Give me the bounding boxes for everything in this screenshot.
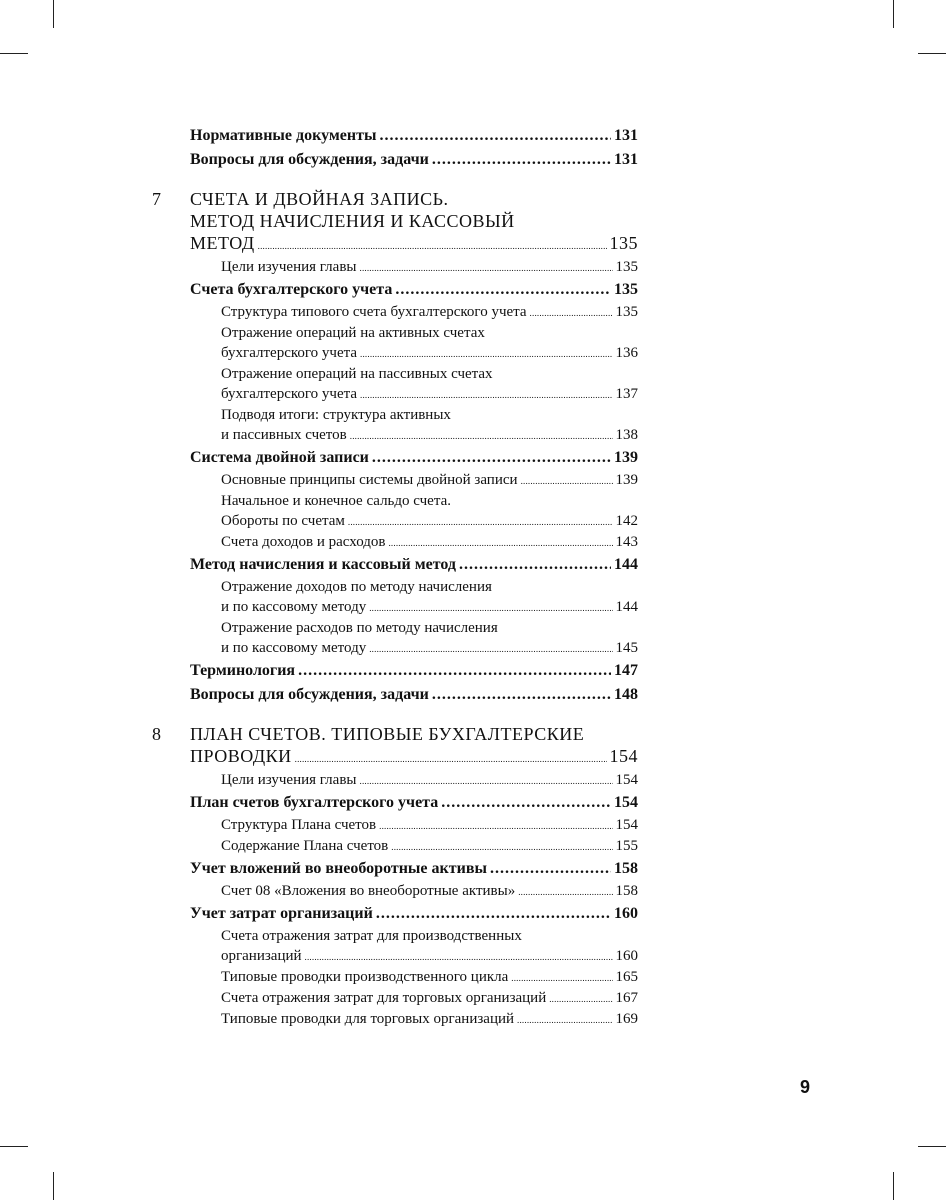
toc-subentry-line: Отражение операций на пассивных счетах <box>221 366 493 382</box>
page-ref: 135 <box>609 233 638 253</box>
page-ref: 165 <box>615 969 638 985</box>
page-ref: 136 <box>615 345 638 361</box>
toc-subentry[interactable]: организаций ..... 160 <box>190 946 638 967</box>
toc-section-entry[interactable]: Учет затрат организаций ..... 160 <box>190 902 638 926</box>
crop-mark <box>918 53 946 54</box>
crop-mark <box>893 0 894 28</box>
toc-section-entry[interactable]: Терминология ..... 147 <box>190 659 638 683</box>
page-ref: 147 <box>614 662 638 679</box>
toc-section-entry[interactable]: Система двойной записи ..... 139 <box>190 446 638 470</box>
crop-mark <box>893 1172 894 1200</box>
toc-subentry[interactable]: Структура типового счета бухгалтерского учета ..... 135 <box>190 302 638 323</box>
toc-subentry[interactable]: Содержание Плана счетов ..... 155 <box>190 836 638 857</box>
table-of-contents <box>152 124 638 1030</box>
page-ref: 154 <box>615 772 638 788</box>
page-ref: 154 <box>615 817 638 833</box>
toc-subentry[interactable]: Типовые проводки производственного цикла ..... 165 <box>190 967 638 988</box>
toc-section-entry[interactable]: Нормативные документы ..... 131 <box>190 124 638 148</box>
toc-section-entry[interactable]: Учет вложений во внеоборотные активы ..... 158 <box>190 857 638 881</box>
toc-section-entry[interactable]: Счета бухгалтерского учета ..... 135 <box>190 278 638 302</box>
page-ref: 158 <box>615 883 638 899</box>
toc-section-entry[interactable]: План счетов бухгалтерского учета ..... 154 <box>190 791 638 815</box>
page-ref: 158 <box>614 860 638 877</box>
crop-mark <box>53 1172 54 1200</box>
toc-section-entry[interactable]: Вопросы для обсуждения, задачи ..... 131 <box>190 148 638 172</box>
page-ref: 154 <box>614 794 638 811</box>
toc-subentry[interactable]: и по кассовому методу ..... 144 <box>190 597 638 618</box>
page-ref: 135 <box>615 304 638 320</box>
chapter-number: 8 <box>152 724 161 744</box>
page-ref: 144 <box>615 599 638 615</box>
chapter-7 <box>152 188 638 257</box>
toc-subentry[interactable]: и пассивных счетов ..... 138 <box>190 425 638 446</box>
toc-subentry-line: Отражение расходов по методу начисления <box>221 620 498 636</box>
page-ref: 169 <box>615 1011 638 1027</box>
toc-subentry-line: Отражение операций на активных счетах <box>221 325 485 341</box>
toc-subentry[interactable]: Цели изучения главы ..... 135 <box>190 257 638 278</box>
toc-subentry[interactable]: Обороты по счетам ..... 142 <box>190 511 638 532</box>
page-ref: 143 <box>615 534 638 550</box>
page-ref: 155 <box>615 838 638 854</box>
toc-subentry[interactable]: Структура Плана счетов ..... 154 <box>190 815 638 836</box>
page-ref: 139 <box>615 472 638 488</box>
toc-subentry[interactable]: Цели изучения главы ..... 154 <box>190 770 638 791</box>
toc-subentry[interactable]: и по кассовому методу ..... 145 <box>190 638 638 659</box>
page-ref: 142 <box>615 513 638 529</box>
toc-subentry-line: Отражение доходов по методу начисления <box>221 579 492 595</box>
chapter-title-line: СЧЕТА И ДВОЙНАЯ ЗАПИСЬ. <box>190 189 449 209</box>
toc-subentry[interactable]: Типовые проводки для торговых организаций ..... 169 <box>190 1009 638 1030</box>
toc-subentry[interactable]: Основные принципы системы двойной записи ..... 139 <box>190 470 638 491</box>
page-ref: 135 <box>615 259 638 275</box>
chapter-title-line: МЕТОД НАЧИСЛЕНИЯ И КАССОВЫЙ <box>190 211 515 231</box>
crop-mark <box>0 53 28 54</box>
toc-section-entry[interactable]: Метод начисления и кассовый метод ..... 144 <box>190 553 638 577</box>
toc-subentry-line: Счета отражения затрат для производственных <box>221 928 522 944</box>
page-ref: 144 <box>614 556 638 573</box>
page-ref: 138 <box>615 427 638 443</box>
page-ref: 139 <box>614 449 638 466</box>
page-ref: 148 <box>614 686 638 703</box>
crop-mark <box>0 1146 28 1147</box>
crop-mark <box>53 0 54 28</box>
page-ref: 167 <box>615 990 638 1006</box>
page-number: 9 <box>800 1077 811 1097</box>
chapter-title-entry[interactable]: ПРОВОДКИ ..... 154 <box>190 745 638 770</box>
page-ref: 131 <box>614 127 638 144</box>
toc-subentry-line: Подводя итоги: структура активных <box>221 407 451 423</box>
toc-subentry-line: Начальное и конечное сальдо счета. <box>221 493 451 509</box>
toc-subentry[interactable]: Счета отражения затрат для торговых организаций ..... 167 <box>190 988 638 1009</box>
chapter-title-line: ПЛАН СЧЕТОВ. ТИПОВЫЕ БУХГАЛТЕРСКИЕ <box>190 724 585 744</box>
toc-subentry[interactable]: бухгалтерского учета ..... 137 <box>190 384 638 405</box>
page-ref: 160 <box>615 948 638 964</box>
toc-subentry[interactable]: Счета доходов и расходов ..... 143 <box>190 532 638 553</box>
page-ref: 160 <box>614 905 638 922</box>
page-ref: 135 <box>614 281 638 298</box>
chapter-number: 7 <box>152 189 161 209</box>
toc-section-entry[interactable]: Вопросы для обсуждения, задачи ..... 148 <box>190 683 638 707</box>
toc-subentry[interactable]: бухгалтерского учета ..... 136 <box>190 343 638 364</box>
chapter-8 <box>152 723 638 770</box>
page-ref: 137 <box>615 386 638 402</box>
page-ref: 154 <box>609 746 638 766</box>
chapter-title-entry[interactable]: МЕТОД ..... 135 <box>190 232 638 257</box>
page-ref: 131 <box>614 151 638 168</box>
page-ref: 145 <box>615 640 638 656</box>
toc-subentry[interactable]: Счет 08 «Вложения во внеоборотные активы» ..... 158 <box>190 881 638 902</box>
crop-mark <box>918 1146 946 1147</box>
